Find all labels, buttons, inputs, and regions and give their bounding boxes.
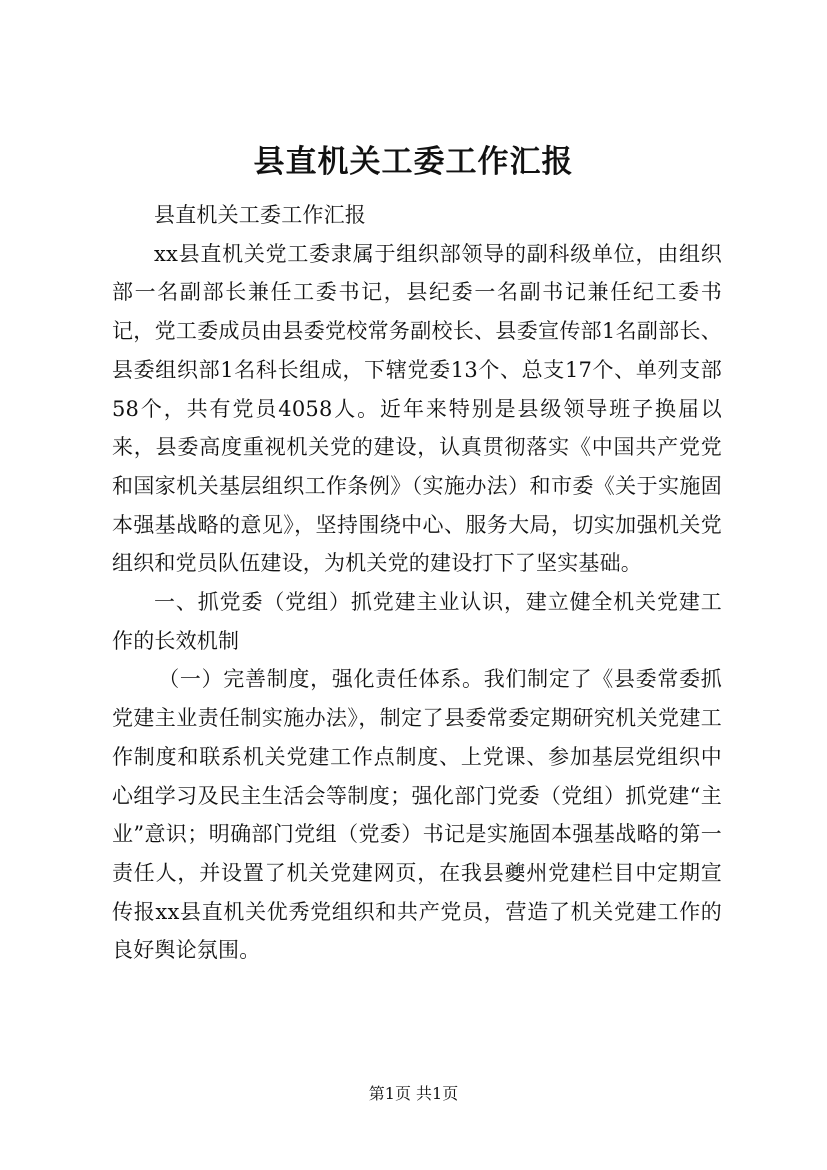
page-number-footer: 第1页 共1页 — [368, 1084, 459, 1103]
paragraph-subsection-1: （一）完善制度，强化责任体系。我们制定了《县委常委抓党建主业责任制实施办法》，制定了县委常委定期研究机关党建工作制度和联系机关党建工作点制度、上党课、参加基层党组织中心组学习及民主生活会等制度；强化部门党委（党组）抓党建“主业”意识；明确部门党组（党委）书记是实施固本强基战略的第一责任人，并设置了机关党建网页，在我县夔州党建栏目中定期宣传报xx县直机关优秀党组织和共产党员，营造了机关党建工作的良好舆论氛围。 — [112, 667, 722, 963]
section-heading-1: 一、抓党委（党组）抓党建主业认识，建立健全机关党建工作的长效机制 — [112, 590, 722, 653]
document-title: 县直机关工委工作汇报 — [253, 144, 574, 180]
paragraph-subtitle: 县直机关工委工作汇报 — [154, 203, 366, 227]
document-body — [112, 196, 722, 970]
paragraph-overview: xx县直机关党工委隶属于组织部领导的副科级单位，由组织部一名副部长兼任工委书记，县纪委一名副书记兼任纪工委书记，党工委成员由县委党校常务副校长、县委宣传部1名副部长、县委组织部1名科长组成，下辖党委13个、总支17个、单列支部58个，共有党员4058人。近年来特别是县级领导班子换届以来，县委高度重视机关党的建设，认真贯彻落实《中国共产党党和国家机关基层组织工作条例》（实施办法）和市委《关于实施固本强基战略的意见》，坚持围绕中心、服务大局，切实加强机关党组织和党员队伍建设，为机关党的建设打下了坚实基础。 — [112, 241, 722, 576]
